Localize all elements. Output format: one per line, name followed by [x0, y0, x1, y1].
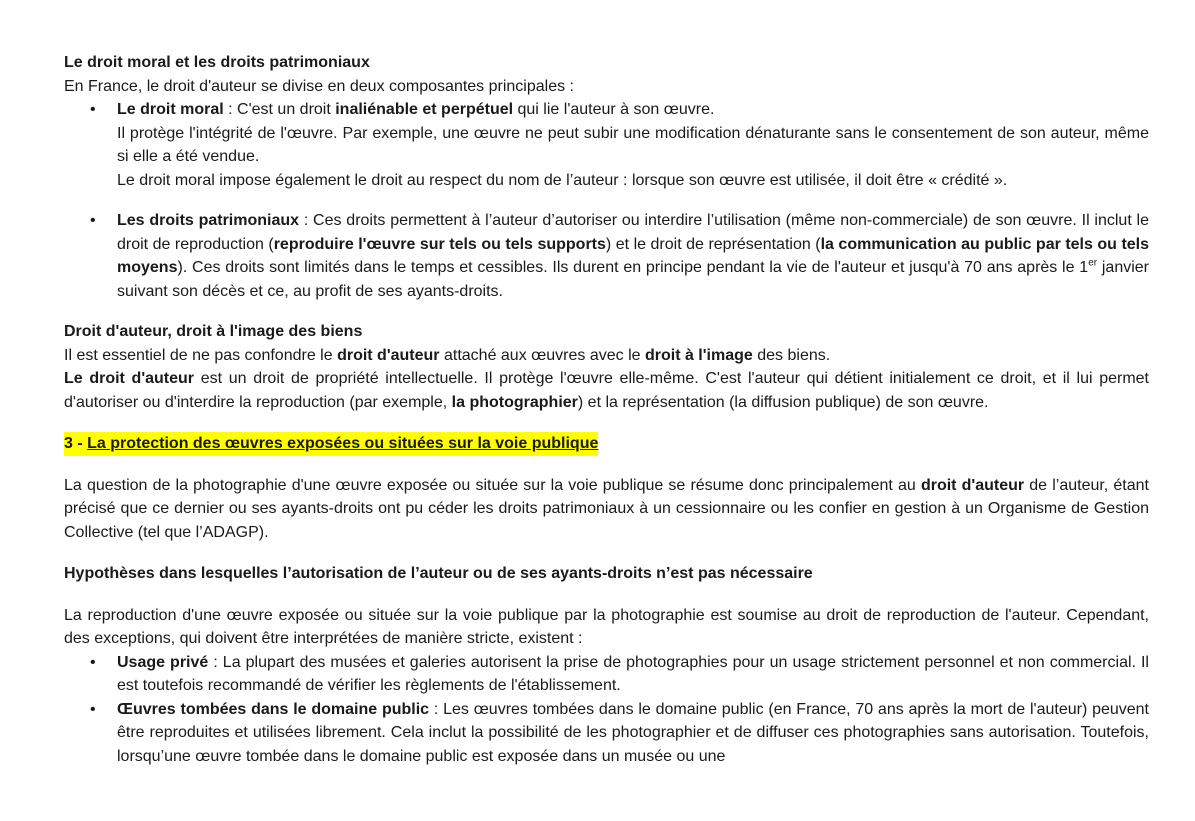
text: est un droit de propriété intellectuelle. Il protège l'œuvre elle-même. C'est l'auteur qui détient initialement ce droit, et il lui permet d'autoriser ou d'interdire la reproduction (par exemple,: [64, 370, 1149, 411]
bold-text: la communication au public par tels ou tels moyens: [117, 235, 1150, 276]
text: : C'est un droit: [223, 101, 336, 118]
section-title: La protection des œuvres exposées ou situées sur la voie publique: [87, 435, 599, 452]
bullet-usage-prive: [64, 651, 1149, 698]
paragraph-confusion: [64, 344, 1149, 368]
term-droit-moral: Le droit moral: [117, 101, 224, 118]
moral-line-2: Il protège l'intégrité de l'œuvre. Par exemple, une œuvre ne peut subir une modification dénaturante sans le consentement de son auteur, même si elle a été vendue.: [117, 124, 1149, 165]
text: ). Ces droits sont limités dans le temps et cessibles. Ils durent en principe pendant la vie de l'auteur et jusqu'à 70 ans après le 1: [177, 259, 1089, 276]
bullet-icon: •: [90, 653, 96, 671]
text: La question de la photographie d'une œuvre exposée ou située sur la voie publique se résume donc principalement au: [64, 476, 921, 494]
text: ) et le droit de représentation (: [605, 235, 821, 253]
bold-text: droit à l'image: [644, 346, 753, 364]
superscript: er: [1088, 257, 1098, 269]
text: ) et la représentation (la diffusion publique) de son œuvre.: [577, 393, 989, 411]
paragraph-voie-publique: [64, 474, 1149, 545]
bullet-droits-patrimoniaux: [64, 209, 1149, 303]
text: : La plupart des musées et galeries autorisent la prise de photographies pour un usage strictement personnel et non commercial. Il est toutefois recommandé de vérifier les règlements de l'établissement.: [117, 653, 1149, 694]
text: : Les œuvres tombées dans le domaine public (en France, 70 ans après la mort de l'auteur) peuvent être reproduites et utilisées librement. Cela inclut la possibilité de les photographier et de diffuser ces photographies sans autorisation. Toutefois, lorsqu’une œuvre tombée dans le domaine public est exposée dans un musée ou une: [117, 700, 1150, 765]
text: : Ces droits permettent à l’auteur d’autoriser ou interdire l’utilisation (même non-commerciale) de son œuvre. Il inclut le droit de reproduction (: [117, 212, 1149, 253]
bullet-droit-moral: [64, 98, 1149, 192]
paragraph-droit-auteur: [64, 367, 1149, 414]
bold-text: inaliénable et perpétuel: [335, 101, 514, 118]
text: attaché aux œuvres avec le: [439, 346, 645, 364]
highlighted-section-title: [64, 432, 598, 456]
bullet-icon: •: [90, 700, 96, 718]
bold-text: la photographier: [451, 393, 578, 411]
paragraph-reproduction: La reproduction d'une œuvre exposée ou située sur la voie publique par la photographie est soumise au droit de reproduction de l'auteur. Cependant, des exceptions, qui doivent être interprétées de manière stricte, existent :: [64, 606, 1149, 647]
heading-moral-patrimonial: Le droit moral et les droits patrimoniaux: [64, 54, 370, 71]
bold-text: droit d'auteur: [337, 346, 440, 364]
term-droits-patrimoniaux: Les droits patrimoniaux: [117, 212, 300, 229]
bullet-domaine-public: [64, 698, 1149, 769]
text: des biens.: [752, 346, 831, 364]
term-domaine-public: Œuvres tombées dans le domaine public: [117, 700, 430, 718]
section-heading-3: [64, 432, 1149, 456]
text: janvier suivant son décès et ce, au profit de ses ayants-droits.: [117, 259, 1149, 300]
intro-paragraph: En France, le droit d'auteur se divise en deux composantes principales :: [64, 77, 574, 95]
bold-text: droit d'auteur: [920, 476, 1025, 494]
heading-hypotheses: Hypothèses dans lesquelles l’autorisation de l’auteur ou de ses ayants-droits n’est pas nécessaire: [64, 565, 813, 582]
text: qui lie l'auteur à son œuvre.: [513, 101, 715, 118]
text: Il est essentiel de ne pas confondre le: [64, 346, 338, 364]
bold-text: Le droit d'auteur: [64, 370, 195, 387]
heading-droit-image: Droit d'auteur, droit à l'image des biens: [64, 323, 363, 340]
bold-text: reproduire l'œuvre sur tels ou tels supports: [273, 235, 606, 253]
section-number: 3 -: [64, 435, 88, 452]
term-usage-prive: Usage privé: [117, 653, 209, 671]
text: de l’auteur, étant précisé que ce dernier ou ses ayants-droits ont pu céder les droits patrimoniaux à un cessionnaire ou les confier en gestion à un Organisme de Gestion Collective (tel que l’ADAGP).: [64, 476, 1149, 541]
moral-line-3: Le droit moral impose également le droit au respect du nom de l’auteur : lorsque son œuvre est utilisée, il doit être « crédité ».: [117, 171, 1008, 189]
bullet-icon: •: [90, 101, 96, 118]
bullet-icon: •: [90, 212, 96, 229]
